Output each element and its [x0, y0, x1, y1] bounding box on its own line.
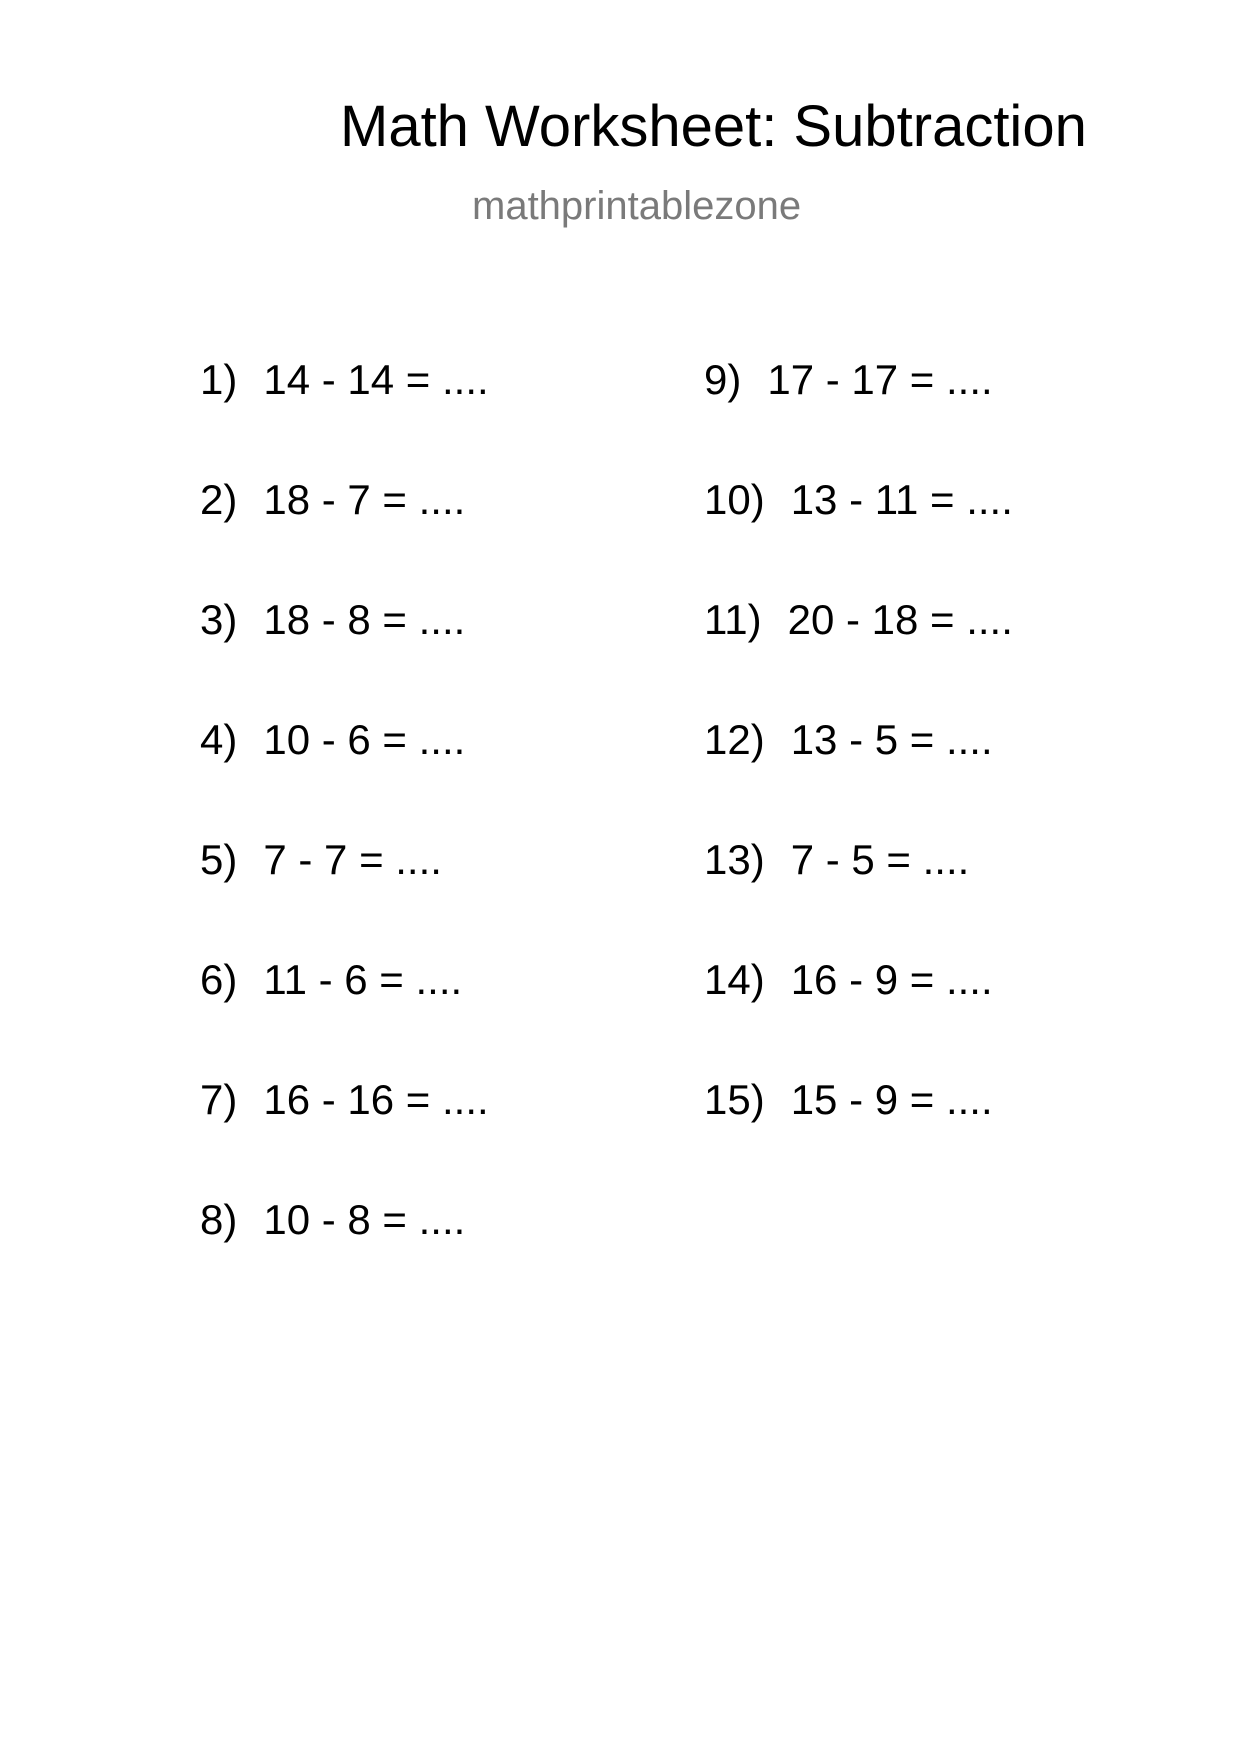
problem-expression: 14 - 14 = .... — [263, 356, 489, 403]
problem-number: 5) — [200, 836, 238, 883]
problem-item — [200, 1075, 489, 1195]
problem-item — [704, 955, 1013, 1075]
problem-expression: 16 - 16 = .... — [263, 1076, 489, 1123]
problem-item — [704, 355, 1013, 475]
problem-number: 3) — [200, 596, 238, 643]
problem-expression: 17 - 17 = .... — [767, 356, 993, 403]
problem-item — [704, 715, 1013, 835]
problem-expression: 11 - 6 = .... — [263, 956, 463, 1003]
problem-item — [200, 475, 489, 595]
problem-number: 15) — [704, 1076, 765, 1123]
problem-number: 2) — [200, 476, 238, 523]
worksheet-title: Math Worksheet: Subtraction — [340, 94, 1087, 159]
problem-item — [704, 475, 1013, 595]
problem-number: 10) — [704, 476, 765, 523]
problem-item — [200, 1195, 489, 1315]
problem-expression: 7 - 5 = .... — [790, 836, 970, 883]
problem-number: 1) — [200, 356, 238, 403]
problem-item — [704, 1075, 1013, 1195]
problem-number: 9) — [704, 356, 742, 403]
problem-number: 14) — [704, 956, 765, 1003]
problem-item — [200, 835, 489, 955]
problem-item — [704, 835, 1013, 955]
problem-item — [200, 355, 489, 475]
problem-item — [704, 595, 1013, 715]
problem-number: 12) — [704, 716, 765, 763]
problem-item — [200, 715, 489, 835]
problem-number: 6) — [200, 956, 238, 1003]
problem-expression: 15 - 9 = .... — [790, 1076, 993, 1123]
problem-expression: 18 - 8 = .... — [263, 596, 466, 643]
problem-item — [200, 595, 489, 715]
problem-expression: 7 - 7 = .... — [263, 836, 442, 883]
problem-list-left — [200, 355, 489, 1315]
problem-number: 13) — [704, 836, 765, 883]
worksheet-subtitle: mathprintablezone — [472, 184, 802, 228]
problem-number: 7) — [200, 1076, 238, 1123]
problem-number: 8) — [200, 1196, 238, 1243]
problem-number: 11) — [704, 596, 762, 643]
problem-expression: 13 - 5 = .... — [790, 716, 993, 763]
problem-expression: 18 - 7 = .... — [263, 476, 466, 523]
problem-expression: 20 - 18 = .... — [787, 596, 1013, 643]
problem-list-right — [704, 355, 1013, 1195]
problem-expression: 10 - 6 = .... — [263, 716, 466, 763]
problem-expression: 10 - 8 = .... — [263, 1196, 466, 1243]
problem-number: 4) — [200, 716, 238, 763]
problem-expression: 16 - 9 = .... — [790, 956, 993, 1003]
problem-item — [200, 955, 489, 1075]
problem-expression: 13 - 11 = .... — [790, 476, 1013, 523]
